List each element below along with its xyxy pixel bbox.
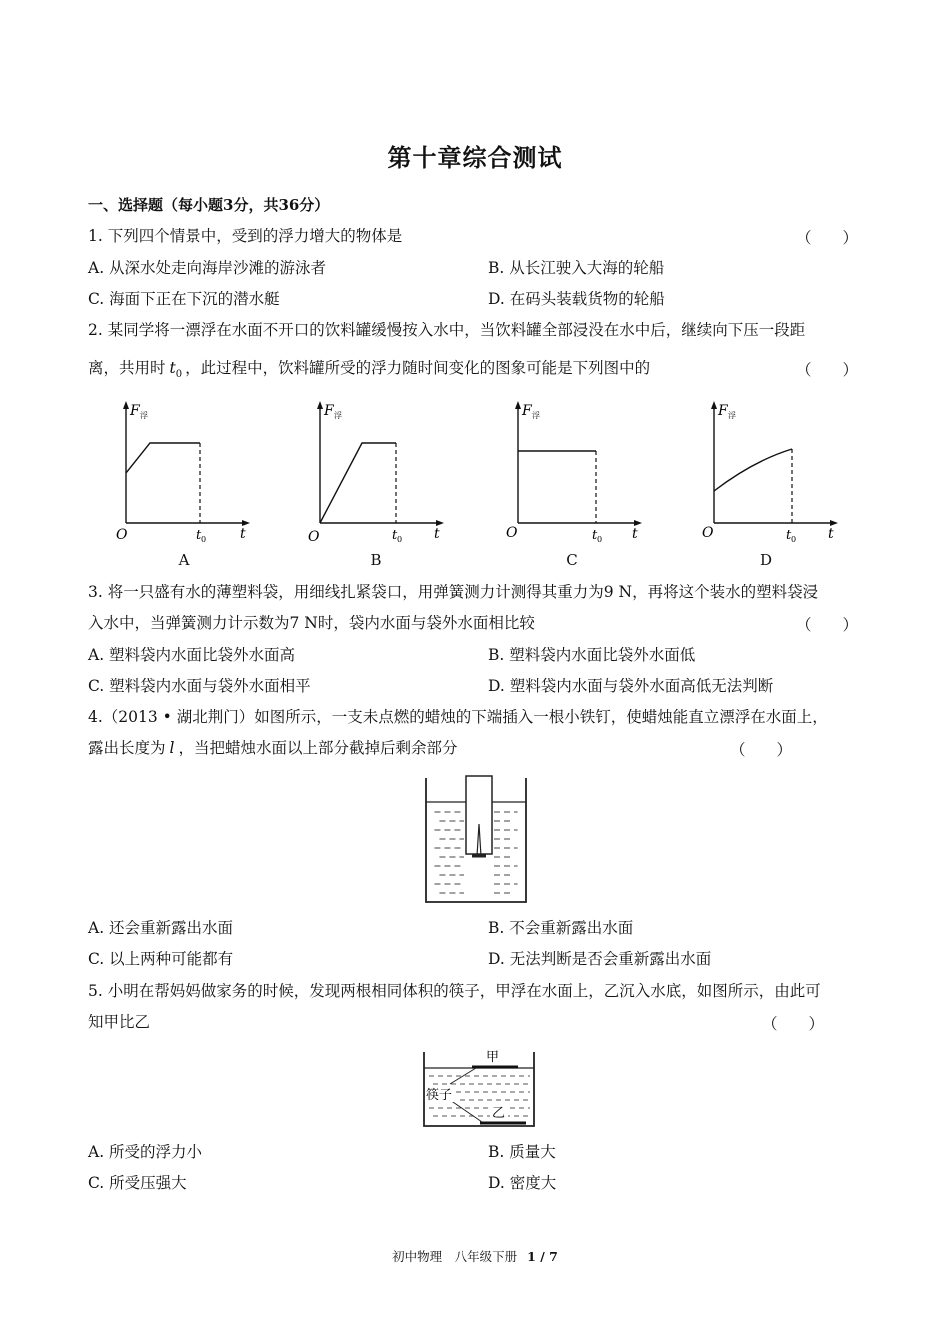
graph-b-curve xyxy=(320,443,396,523)
graph-b-origin: O xyxy=(308,529,320,545)
page-number: 1 / 7 xyxy=(527,1249,558,1264)
q2-t0-symbol: t xyxy=(169,359,176,377)
q4-stem-line1: 4.（2013 • 湖北荆门）如图所示，一支未点燃的蜡烛的下端插入一根小铁钉，使蜡烛能直立漂浮在水面上， xyxy=(88,708,828,726)
q5-option-b: B. 质量大 xyxy=(488,1143,556,1161)
q5-stem-line1: 5. 小明在帮妈妈做家务的时候，发现两根相同体积的筷子，甲浮在水面上，乙沉入水底，如图所示，由此可 xyxy=(88,982,821,1000)
graph-a-tick: t xyxy=(196,528,202,543)
graph-a-ylabel-sub: 浮 xyxy=(140,411,148,420)
q5-stem-line2: 知甲比乙 xyxy=(88,1013,151,1031)
graph-b-ylabel: F xyxy=(324,403,334,419)
q3-stem-line2: 入水中，当弹簧测力计示数为7 N时，袋内水面与袋外水面相比较 xyxy=(88,614,535,632)
graph-c-tick: t xyxy=(592,528,598,543)
graph-c-ylabel: F xyxy=(522,403,532,419)
graph-d-xlabel: t xyxy=(828,526,834,542)
graph-b-xlabel: t xyxy=(434,526,440,542)
q5-option-a: A. 所受的浮力小 xyxy=(88,1143,203,1161)
q2-stem-part1: 离，共用时 xyxy=(88,359,166,377)
label-yi: 乙 xyxy=(492,1106,506,1121)
q1-answer-paren: （ ） xyxy=(796,229,859,247)
q4-stem-part2: ，当把蜡烛水面以上部分截掉后剩余部分 xyxy=(178,739,458,757)
graph-a-xlabel: t xyxy=(240,526,246,542)
q2-stem-part2: ，此过程中，饮料罐所受的浮力随时间变化的图象可能是下列图中的 xyxy=(185,359,651,377)
page-title: 第十章综合测试 xyxy=(387,144,563,172)
graph-d-tick-sub: 0 xyxy=(791,535,797,544)
graph-c xyxy=(504,395,654,545)
q2-t0-subscript: 0 xyxy=(175,369,183,381)
q4-l-symbol: l xyxy=(169,739,175,757)
graph-a xyxy=(112,395,262,545)
graph-d-curve xyxy=(714,449,792,491)
leader-jia xyxy=(450,1068,476,1084)
graph-d-label: D xyxy=(759,551,773,569)
graph-d xyxy=(700,395,850,545)
graph-a-ylabel: F xyxy=(130,403,140,419)
q2-stem-line2 xyxy=(88,358,650,385)
q5-answer-paren: （ ） xyxy=(762,1015,825,1033)
graph-d-origin: O xyxy=(702,525,714,541)
label-kuaizi: 筷子 xyxy=(426,1088,453,1103)
q1-option-d: D. 在码头装载货物的轮船 xyxy=(488,290,665,308)
graph-a-label: A xyxy=(178,551,190,569)
graph-b-ylabel-sub: 浮 xyxy=(334,411,342,420)
q4-option-c: C. 以上两种可能都有 xyxy=(88,950,234,968)
q3-option-c: C. 塑料袋内水面与袋外水面相平 xyxy=(88,677,311,695)
q4-stem-line2 xyxy=(88,738,458,758)
q4-option-a: A. 还会重新露出水面 xyxy=(88,919,234,937)
leader-yi xyxy=(450,1100,482,1122)
graph-a-origin: O xyxy=(116,527,128,543)
q1-option-c: C. 海面下正在下沉的潜水艇 xyxy=(88,290,280,308)
q4-stem-part1: 露出长度为 xyxy=(88,739,166,757)
graph-c-xlabel: t xyxy=(632,526,638,542)
graph-b-label: B xyxy=(370,551,382,569)
q3-option-b: B. 塑料袋内水面比袋外水面低 xyxy=(488,646,696,664)
graph-b-tick-sub: 0 xyxy=(397,535,403,544)
q3-option-a: A. 塑料袋内水面比袋外水面高 xyxy=(88,646,296,664)
q3-option-d: D. 塑料袋内水面与袋外水面高低无法判断 xyxy=(488,677,774,695)
q3-answer-paren: （ ） xyxy=(796,616,859,634)
page-footer xyxy=(0,1247,950,1265)
graph-d-tick: t xyxy=(786,528,792,543)
graph-c-origin: O xyxy=(506,525,518,541)
graph-c-ylabel-sub: 浮 xyxy=(532,411,540,420)
candle-figure xyxy=(420,768,532,908)
q2-stem-line1: 2. 某同学将一漂浮在水面不开口的饮料罐缓慢按入水中，当饮料罐全部浸没在水中后，继续向下压一段距 xyxy=(88,321,806,339)
graph-a-curve xyxy=(126,443,200,473)
candle xyxy=(466,776,492,854)
graph-d-ylabel: F xyxy=(718,403,728,419)
q4-option-d: D. 无法判断是否会重新露出水面 xyxy=(488,950,712,968)
chopsticks-figure xyxy=(418,1042,540,1130)
label-jia: 甲 xyxy=(486,1050,500,1065)
q1-option-b: B. 从长江驶入大海的轮船 xyxy=(488,259,665,277)
graph-b-tick: t xyxy=(392,528,398,543)
q1-option-a: A. 从深水处走向海岸沙滩的游泳者 xyxy=(88,259,327,277)
q4-answer-paren: （ ） xyxy=(730,741,793,759)
graph-c-tick-sub: 0 xyxy=(597,535,603,544)
q3-stem-line1: 3. 将一只盛有水的薄塑料袋，用细线扎紧袋口，用弹簧测力计测得其重力为9 N，再将这个装水的塑料袋浸 xyxy=(88,583,819,601)
graph-a-tick-sub: 0 xyxy=(201,535,207,544)
graph-c-label: C xyxy=(566,551,578,569)
footer-subject: 初中物理 八年级下册 xyxy=(392,1249,518,1264)
q2-answer-paren: （ ） xyxy=(796,361,859,379)
graph-d-ylabel-sub: 浮 xyxy=(728,411,736,420)
q5-option-c: C. 所受压强大 xyxy=(88,1174,187,1192)
q4-option-b: B. 不会重新露出水面 xyxy=(488,919,634,937)
section-heading: 一、选择题（每小题3分，共36分） xyxy=(88,196,330,214)
q5-option-d: D. 密度大 xyxy=(488,1174,557,1192)
q1-stem: 1. 下列四个情景中，受到的浮力增大的物体是 xyxy=(88,227,403,245)
graph-b xyxy=(306,395,456,545)
